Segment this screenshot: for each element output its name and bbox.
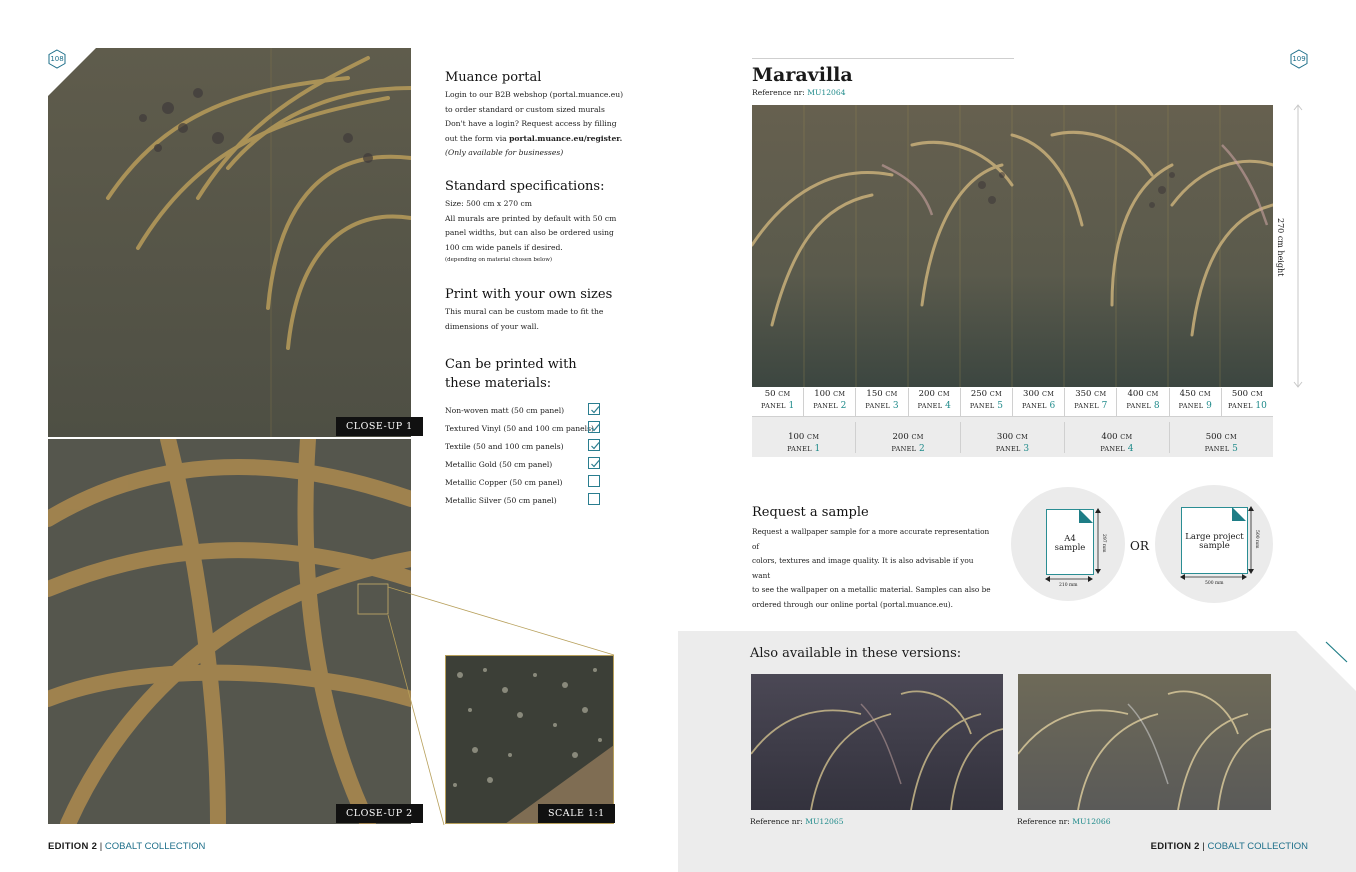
material-row xyxy=(445,421,605,437)
version-reference xyxy=(1017,817,1111,826)
panel-size: 200 xyxy=(892,431,909,442)
panel-number: 1 xyxy=(788,401,795,411)
panel-size: 150 xyxy=(866,389,883,399)
panel-unit: CM xyxy=(1041,390,1055,398)
sample-section xyxy=(752,505,992,613)
a4-dimension-arrows xyxy=(1044,507,1106,585)
a4-sample-line: sample xyxy=(1054,543,1086,553)
panel-number: 2 xyxy=(918,443,925,454)
material-checkbox[interactable] xyxy=(588,403,600,415)
material-checkbox[interactable] xyxy=(588,493,600,505)
own-sizes-line: This mural can be custom made to fit the xyxy=(445,307,604,316)
panel-row-100cm xyxy=(752,417,1273,457)
check-icon xyxy=(589,440,601,452)
panel-unit: CM xyxy=(1015,432,1029,441)
panel-unit: CM xyxy=(937,390,950,398)
large-height-label: 500 mm xyxy=(1254,530,1259,549)
panel-cell xyxy=(1222,388,1273,416)
height-label: 270 cm height xyxy=(1276,218,1285,277)
panel-word: PANEL xyxy=(969,402,995,410)
panel-size: 400 xyxy=(1127,389,1144,399)
a4-height-label: 297 mm xyxy=(1101,534,1106,553)
materials-title-line: these materials: xyxy=(445,376,552,391)
panel-number: 1 xyxy=(814,443,821,454)
material-row xyxy=(445,403,605,419)
panel-number: 6 xyxy=(1049,401,1056,411)
version-image[interactable] xyxy=(751,674,1003,810)
material-checkbox[interactable] xyxy=(588,421,600,433)
own-sizes-section xyxy=(445,287,645,334)
page-number-right: 109 xyxy=(1292,55,1306,63)
panel-size: 50 xyxy=(764,389,776,399)
panel-size: 450 xyxy=(1179,389,1196,399)
panel-cell xyxy=(1013,388,1065,416)
panel-number: 8 xyxy=(1153,401,1160,411)
scale-swatch-image xyxy=(445,655,614,824)
materials-title xyxy=(445,355,645,393)
panel-word: PANEL xyxy=(787,444,812,453)
version-reference-code[interactable]: MU12065 xyxy=(805,817,844,826)
footer-edition: EDITION 2 xyxy=(1150,841,1200,852)
portal-note: (Only available for businesses) xyxy=(445,148,564,158)
panel-number: 10 xyxy=(1255,401,1267,411)
panel-cell xyxy=(1117,388,1169,416)
material-label: Non-woven matt (50 cm panel) xyxy=(445,406,565,415)
footer-right xyxy=(1151,841,1308,852)
panel-size: 500 xyxy=(1205,431,1222,442)
panel-word: PANEL xyxy=(1100,444,1126,453)
panel-cell xyxy=(804,388,856,416)
panel-size: 350 xyxy=(1075,389,1092,399)
panel-cell xyxy=(856,422,960,453)
specs-line: All murals are printed by default with 50 cm xyxy=(445,213,617,223)
panel-unit: CM xyxy=(807,432,820,441)
material-row xyxy=(445,493,605,509)
portal-section xyxy=(445,70,645,161)
specs-note: (depending on material chosen below) xyxy=(445,257,553,264)
specs-line: panel widths, but can also be ordered using xyxy=(445,228,614,238)
panel-cell xyxy=(961,388,1013,416)
scale-label: SCALE 1:1 xyxy=(538,804,615,823)
version-image[interactable] xyxy=(1018,674,1271,810)
portal-line: Login to our B2B webshop (portal.muance.eu) xyxy=(445,90,624,99)
closeup-1-image xyxy=(48,48,411,437)
sample-line: colors, textures and image quality. It is also advisable if you want xyxy=(752,556,974,580)
portal-register-link[interactable]: portal.muance.eu/register. xyxy=(509,133,623,143)
panel-number: 5 xyxy=(997,401,1003,411)
specs-title: Standard specifications: xyxy=(445,179,605,194)
footer-collection: COBALT COLLECTION xyxy=(1207,841,1308,852)
large-dimension-arrows xyxy=(1179,505,1259,583)
specs-line: 100 cm wide panels if desired. xyxy=(445,242,563,252)
material-row xyxy=(445,475,605,491)
panel-unit: CM xyxy=(911,432,924,441)
material-checkbox[interactable] xyxy=(588,475,600,487)
material-label: Metallic Silver (50 cm panel) xyxy=(445,496,557,505)
panel-word: PANEL xyxy=(1126,402,1152,410)
panel-number: 9 xyxy=(1206,401,1212,411)
portal-line: Don't have a login? Request access by filling xyxy=(445,119,617,129)
panel-cell xyxy=(961,422,1065,453)
material-label: Metallic Copper (50 cm panel) xyxy=(445,478,563,487)
reference-label: Reference nr: xyxy=(752,88,808,97)
panel-word: PANEL xyxy=(917,402,943,410)
panel-word: PANEL xyxy=(761,402,786,410)
panel-cell xyxy=(752,388,804,416)
panel-word: PANEL xyxy=(995,444,1021,453)
portal-title: Muance portal xyxy=(445,70,542,85)
check-icon xyxy=(589,404,601,416)
panel-unit: CM xyxy=(885,390,898,398)
footer-separator: | xyxy=(1199,841,1208,852)
material-label: Metallic Gold (50 cm panel) xyxy=(445,460,553,469)
panel-cell xyxy=(909,388,961,416)
panel-word: PANEL xyxy=(891,444,917,453)
product-reference xyxy=(752,88,846,97)
a4-width-label: 210 mm xyxy=(1059,583,1078,588)
material-row xyxy=(445,439,605,455)
specs-section xyxy=(445,179,645,266)
own-sizes-line: dimensions of your wall. xyxy=(445,321,539,331)
panel-word: PANEL xyxy=(1074,402,1099,410)
panel-size: 250 xyxy=(970,389,988,399)
panel-unit: CM xyxy=(1224,432,1237,441)
title-rule xyxy=(752,58,1014,59)
large-sample-line: Large project xyxy=(1185,532,1244,542)
closeup-1-label: CLOSE-UP 1 xyxy=(336,417,423,436)
sample-line: ordered through our online portal (portal.muance.eu). xyxy=(752,599,953,609)
material-checkbox[interactable] xyxy=(588,439,600,451)
panel-cell xyxy=(752,422,856,453)
closeup-2-image xyxy=(48,439,411,824)
panel-row-50cm xyxy=(752,388,1273,417)
panel-number: 2 xyxy=(840,401,847,411)
material-checkbox[interactable] xyxy=(588,457,600,469)
panel-word: PANEL xyxy=(1022,402,1047,410)
panel-cell xyxy=(1065,422,1169,453)
portal-line: out the form via xyxy=(445,133,507,143)
panel-cell xyxy=(856,388,908,416)
sample-line: to see the wallpaper on a metallic material. Samples can also be xyxy=(752,585,991,595)
check-icon xyxy=(589,458,601,470)
panel-number: 3 xyxy=(892,401,899,411)
panel-number: 4 xyxy=(1127,443,1134,454)
panel-size: 200 xyxy=(918,389,935,399)
panel-word: PANEL xyxy=(813,402,838,410)
corner-accent-icon xyxy=(1325,641,1349,663)
sample-title: Request a sample xyxy=(752,505,869,520)
version-reference-label: Reference nr: xyxy=(1017,817,1073,826)
footer-collection: COBALT COLLECTION xyxy=(104,841,206,852)
footer-edition: EDITION 2 xyxy=(48,841,98,852)
reference-code: MU12064 xyxy=(807,88,846,97)
portal-line: to order standard or custom sized murals xyxy=(445,104,605,114)
panel-number: 5 xyxy=(1232,443,1238,454)
panel-unit: CM xyxy=(1120,432,1133,441)
panel-size: 300 xyxy=(1023,389,1040,399)
panel-size: 100 xyxy=(814,389,831,399)
panel-cell xyxy=(1065,388,1117,416)
panel-word: PANEL xyxy=(1204,444,1230,453)
panel-cell xyxy=(1170,388,1222,416)
version-reference-label: Reference nr: xyxy=(750,817,806,826)
panel-size: 400 xyxy=(1101,431,1118,442)
panel-size: 500 xyxy=(1231,389,1249,399)
panel-unit: CM xyxy=(1250,390,1264,398)
materials-title-line: Can be printed with xyxy=(445,357,577,372)
versions-title: Also available in these versions: xyxy=(750,646,962,661)
panel-number: 3 xyxy=(1023,443,1030,454)
panel-unit: CM xyxy=(778,390,791,398)
version-reference-code[interactable]: MU12066 xyxy=(1072,817,1111,826)
or-label: OR xyxy=(1130,539,1149,553)
panel-word: PANEL xyxy=(865,402,891,410)
panel-word: PANEL xyxy=(1227,402,1253,410)
panel-unit: CM xyxy=(1146,390,1159,398)
footer-separator: | xyxy=(97,841,105,852)
specs-line: Size: 500 cm x 270 cm xyxy=(445,199,532,208)
panel-number: 4 xyxy=(945,401,951,411)
panel-word: PANEL xyxy=(1178,402,1204,410)
own-sizes-title: Print with your own sizes xyxy=(445,287,613,302)
material-label: Textured Vinyl (50 and 100 cm panels) xyxy=(445,424,594,433)
material-row xyxy=(445,457,605,473)
large-sample-line: sample xyxy=(1199,541,1230,551)
page-number-badge-right xyxy=(1289,49,1309,69)
a4-sample-line: A4 xyxy=(1064,534,1076,544)
product-title: Maravilla xyxy=(752,64,853,86)
version-reference xyxy=(750,817,844,826)
page-number-left: 108 xyxy=(50,55,64,63)
panel-size: 100 xyxy=(788,431,805,442)
closeup-2-label: CLOSE-UP 2 xyxy=(336,804,423,823)
height-arrow xyxy=(1292,103,1304,389)
sample-line: Request a wallpaper sample for a more accurate representation of xyxy=(752,527,990,551)
panel-unit: CM xyxy=(1094,390,1107,398)
panel-cell xyxy=(1170,422,1273,453)
panel-unit: CM xyxy=(989,390,1002,398)
mural-image xyxy=(752,105,1273,387)
panel-number: 7 xyxy=(1101,401,1108,411)
panel-unit: CM xyxy=(1198,390,1211,398)
check-icon xyxy=(589,422,601,434)
footer-left xyxy=(48,841,205,852)
large-width-label: 500 mm xyxy=(1205,581,1224,586)
panel-unit: CM xyxy=(833,390,846,398)
material-label: Textile (50 and 100 cm panels) xyxy=(445,442,564,451)
panel-size: 300 xyxy=(996,431,1014,442)
